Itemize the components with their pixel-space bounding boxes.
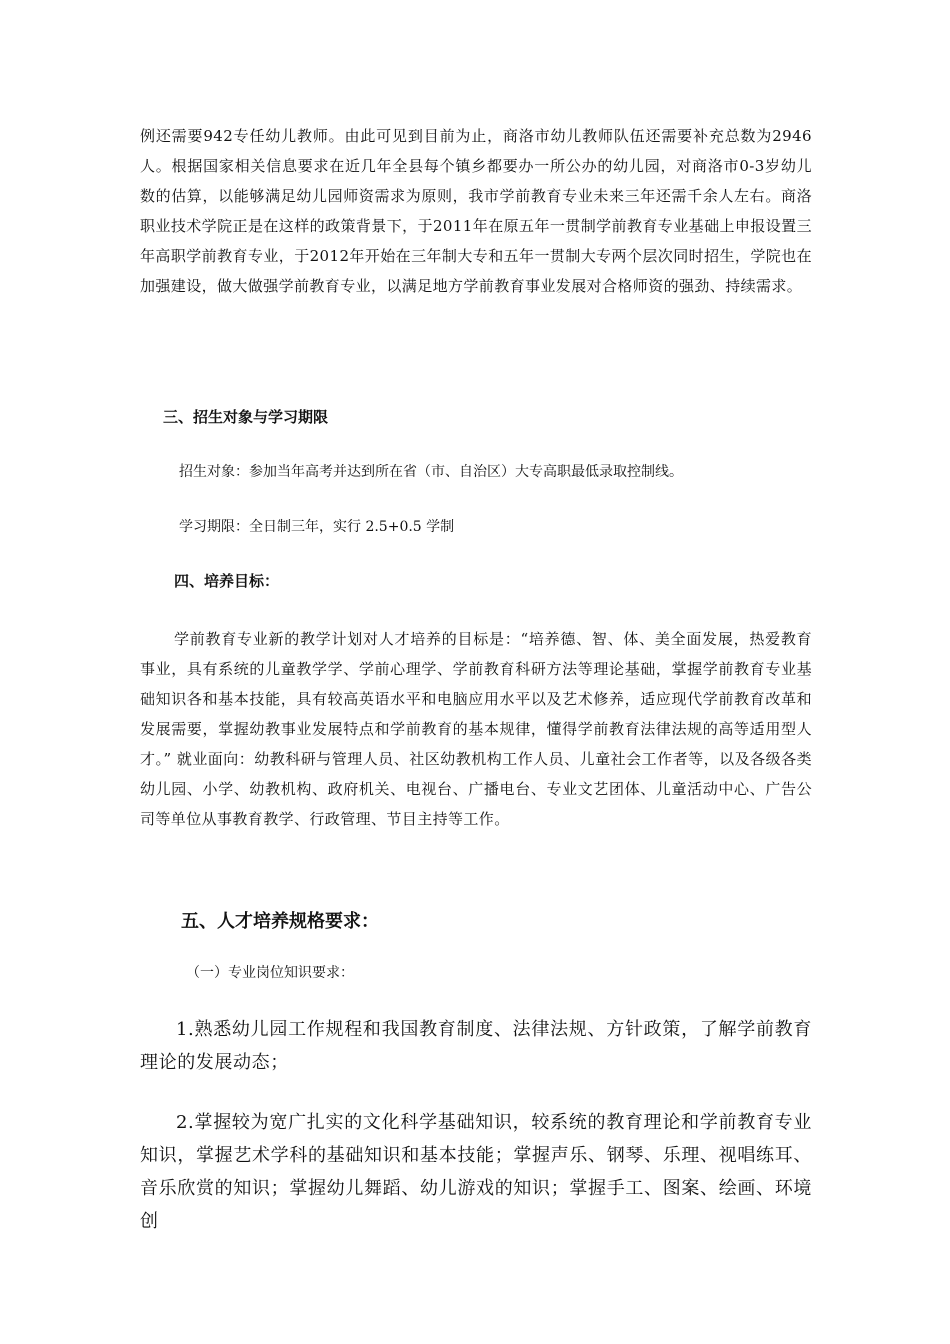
- study-duration: 学习期限：全日制三年，实行 2.5+0.5 学制: [179, 519, 455, 535]
- section-heading-requirements: 五、人才培养规格要求：: [181, 911, 379, 932]
- section-heading-objectives: 四、培养目标：: [174, 572, 280, 590]
- requirement-item-2: 2.掌握较为宽广扎实的文化科学基础知识，较系统的教育理论和学前教育专业知识，掌握艺术学科的基础知识和基本技能；掌握声乐、钢琴、乐理、视唱练耳、音乐欣赏的知识；掌握幼儿舞蹈、幼儿游戏的知识；掌握手工、图案、绘画、环境创: [140, 1112, 812, 1232]
- requirement-item-1: 1.熟悉幼儿园工作规程和我国教育制度、法律法规、方针政策，了解学前教育理论的发展动态；: [140, 1019, 812, 1073]
- section-heading-enrollment: 三、招生对象与学习期限: [163, 408, 329, 426]
- intro-paragraph: 例还需要942专任幼儿教师。由此可见到目前为止，商洛市幼儿教师队伍还需要补充总数为2946人。根据国家相关信息要求在近几年全县每个镇乡都要办一所公办的幼儿园，对商洛市0-3岁幼儿数的估算，以能够满足幼儿园师资需求为原则，我市学前教育专业未来三年还需千余人左右。商洛职业技术学院正是在这样的政策背景下，于2011年在原五年一贯制学前教育专业基础上申报设置三年高职学前教育专业，于2012年开始在三年制大专和五年一贯制大专两个层次同时招生，学院也在加强建设，做大做强学前教育专业，以满足地方学前教育事业发展对合格师资的强劲、持续需求。: [140, 127, 812, 295]
- subheading-knowledge-requirements: （一）专业岗位知识要求：: [186, 965, 354, 981]
- enrollment-target: 招生对象：参加当年高考并达到所在省（市、自治区）大专高职最低录取控制线。: [179, 464, 683, 480]
- objectives-paragraph: 学前教育专业新的教学计划对人才培养的目标是：“培养德、智、体、美全面发展，热爱教育事业，具有系统的儿童教学学、学前心理学、学前教育科研方法等理论基础，掌握学前教育专业基础知识各和基本技能，具有较高英语水平和电脑应用水平以及艺术修养，适应现代学前教育改革和发展需要，掌握幼教事业发展特点和学前教育的基本规律，懂得学前教育法律法规的高等适用型人才。” 就业面向：幼教科研与管理人员、社区幼教机构工作人员、儿童社会工作者等，以及各级各类幼儿园、小学、幼教机构、政府机关、电视台、广播电台、专业文艺团体、儿童活动中心、广告公司等单位从事教育教学、行政管理、节目主持等工作。: [140, 630, 812, 828]
